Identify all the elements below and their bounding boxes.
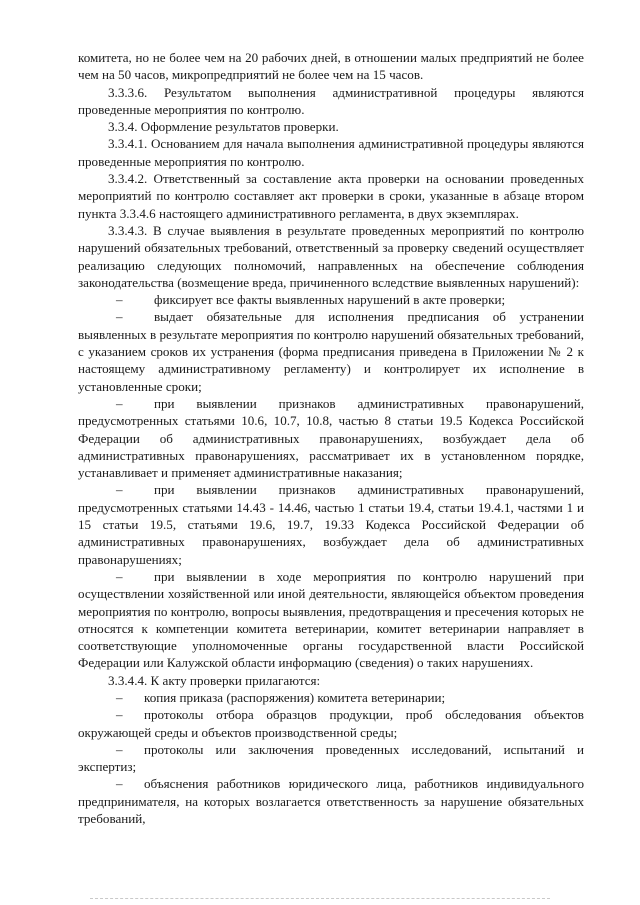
list-item: – при выявлении признаков административных правонарушений, предусмотренных статьями 10.6, 10.7, 10.8, частью 8 статьи 19.5 Кодекса Российской Федерации об административных правонарушениях, возбуждает дела об административных правонарушениях, рассматривает их в установленном порядке, устанавливает и применяет административные наказания; — [78, 395, 584, 481]
list-item: – объяснения работников юридического лица, работников индивидуального предпринимателя, на которых возлагается ответственность за нарушение обязательных требований, — [78, 776, 584, 827]
dash-marker: – — [116, 568, 123, 584]
paragraph-3-3-3-6: 3.3.3.6. Результатом выполнения административной процедуры являются проведенные мероприятия по контролю. — [78, 84, 584, 117]
dash-marker: – — [116, 482, 123, 498]
list-item: – протоколы отбора образцов продукции, проб обследования объектов окружающей среды и объектов производственной среды; — [78, 707, 584, 740]
dash-marker: – — [116, 741, 123, 757]
dash-marker: – — [116, 292, 123, 308]
scan-edge-divider — [90, 898, 550, 899]
dash-marker: – — [116, 689, 123, 705]
paragraph-3-3-4-4: 3.3.4.4. К акту проверки прилагаются: — [108, 672, 321, 688]
list-item: – фиксирует все факты выявленных нарушений в акте проверки; — [78, 291, 584, 308]
paragraph-continuation: комитета, но не более чем на 20 рабочих дней, в отношении малых предприятий не более чем на 50 часов, микропредприятий не более чем на 15 часов. — [78, 50, 584, 83]
dash-marker: – — [116, 776, 123, 792]
list-item: – копия приказа (распоряжения) комитета ветеринарии; — [78, 689, 584, 706]
dash-marker: – — [116, 707, 123, 723]
list-item: – при выявлении признаков административных правонарушений, предусмотренных статьями 14.43 - 14.46, частью 1 статьи 19.4, статьи 19.4.1, частями 1 и 15 статьи 19.5, статьями 19.6, 19.7, 19.33 Кодекса Российской Федерации об административных правонарушениях, возбуждает дела об административных правонарушениях; — [78, 482, 584, 567]
list-item: – при выявлении в ходе мероприятия по контролю нарушений при осуществлении хозяйственной или иной деятельности, являющейся объектом проведения мероприятия по контролю, вопросы выявления, предотвращения и пресечения которых не относятся к компетенции комитета ветеринарии, комитет ветеринарии направляет в соответствующие уполномоченные органы государственной власти Российской Федерации или Калужской области информацию (сведения) о таких нарушениях. — [78, 568, 584, 671]
dash-marker: – — [116, 309, 123, 325]
paragraph-3-3-4-3: 3.3.4.3. В случае выявления в результате проведенных мероприятий по контролю нарушений обязательных требований, ответственный за проверку сведений осуществляет реализацию следующих полномочий, направленных на обеспечение соблюдения законодательства (возмещение вреда, причиненного вследствие выявленных нарушений): — [78, 222, 584, 290]
paragraph-3-3-4-2: 3.3.4.2. Ответственный за составление акта проверки на основании проведенных мероприятий по контролю составляет акт проверки в сроки, указанные в абзаце втором пункта 3.3.4.6 настоящего административного регламента, в двух экземплярах. — [78, 171, 584, 221]
list-item: – протоколы или заключения проведенных исследований, испытаний и экспертиз; — [78, 741, 584, 775]
paragraph-3-3-4-1: 3.3.4.1. Основанием для начала выполнения административной процедуры являются проведенные мероприятия по контролю. — [78, 136, 584, 169]
paragraph-3-3-4: 3.3.4. Оформление результатов проверки. — [108, 119, 339, 135]
dash-marker: – — [116, 395, 123, 411]
list-item: – выдает обязательные для исполнения предписания об устранении выявленных в результате мероприятия по контролю нарушений обязательных требований, с указанием сроков их устранения (форма предписания приведена в Приложении № 2 к настоящему административному регламенту) и контролирует их исполнение в установленные сроки; — [78, 309, 584, 394]
